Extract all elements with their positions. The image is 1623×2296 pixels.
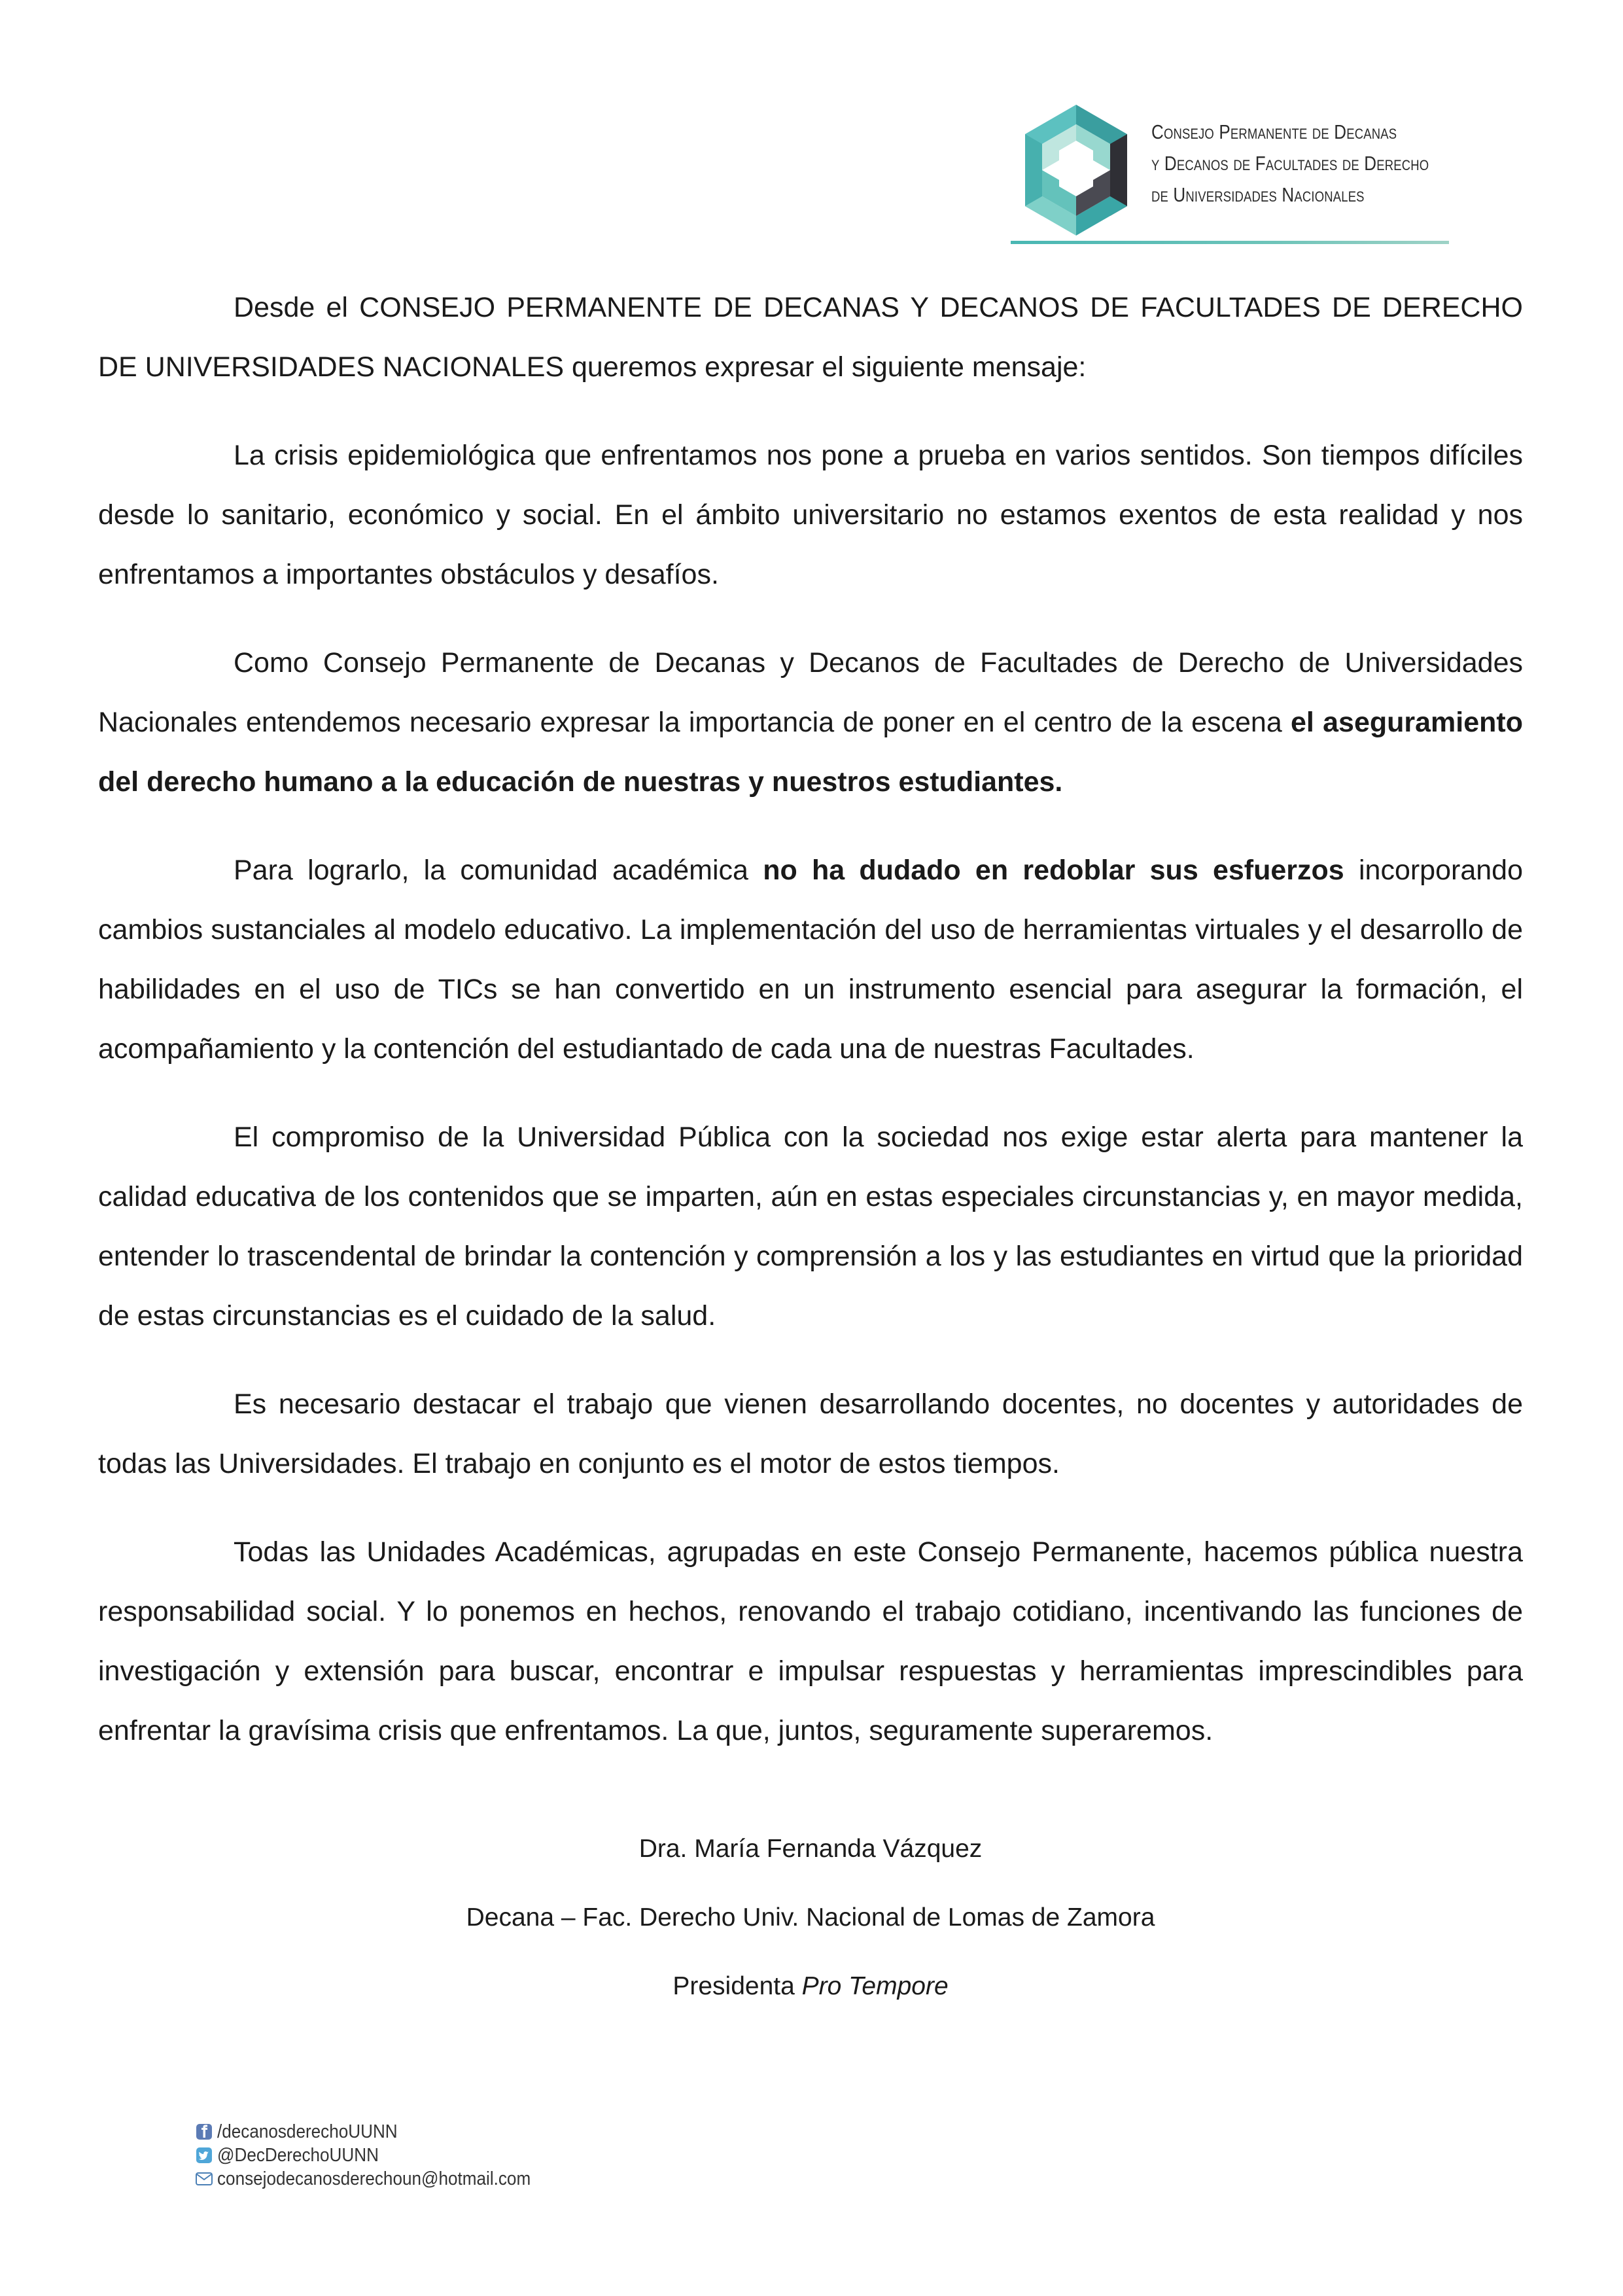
paragraph-closing — [98, 1523, 1523, 1761]
paragraph-crisis-text: La crisis epidemiológica que enfrentamos nos pone a prueba en varios sentidos. Son tiempos difíciles desde lo sanitario, económico y social. En el ámbito universitario no estamos exentos de esta realidad y nos enfrentamos a importantes obstáculos y desafíos. — [98, 440, 1523, 590]
paragraph-crisis — [98, 426, 1523, 605]
signatory-role: Decana – Fac. Derecho Univ. Nacional de Lomas de Zamora — [466, 1903, 1155, 1932]
facebook-icon — [195, 2123, 213, 2141]
paragraph-intro — [98, 278, 1523, 397]
paragraph-efforts — [98, 841, 1523, 1079]
signature-block — [98, 1832, 1523, 2038]
paragraph-closing-text: Todas las Unidades Académicas, agrupadas en este Consejo Permanente, hacemos pública nuestra responsabilidad social. Y lo ponemos en hechos, renovando el trabajo cotidiano, incentivando las funciones de investigación y extensión para buscar, encontrar e impulsar respuestas y herramientas imprescindibles para enfrentar la gravísima crisis que enfrentamos. La que, juntos, seguramente superaremos. — [98, 1536, 1523, 1746]
email-contact[interactable] — [195, 2167, 565, 2191]
org-name-line-1: Consejo Permanente de Decanas — [1151, 120, 1397, 143]
paragraph-right-to-education — [98, 633, 1523, 812]
twitter-contact[interactable] — [195, 2144, 565, 2167]
org-name-line-3: de Universidades Nacionales — [1151, 183, 1365, 206]
letterhead — [1011, 98, 1456, 249]
facebook-handle: /decanosderechoUUNN — [217, 2121, 398, 2142]
paragraph-right-text: Como Consejo Permanente de Decanas y Decanos de Facultades de Derecho de Universidades Nacionales entendemos necesario expresar la importancia de poner en el centro de la escena — [98, 647, 1523, 738]
paragraph-efforts-emphasis: no ha dudado en redoblar sus esfuerzos — [763, 855, 1344, 886]
paragraph-commitment — [98, 1108, 1523, 1346]
signatory-name: Dra. María Fernanda Vázquez — [638, 1835, 983, 1863]
signatory-title-prefix: Presidenta — [672, 1972, 802, 2000]
paragraph-recognition-text: Es necesario destacar el trabajo que vienen desarrollando docentes, no docentes y autoridades de todas las Universidades. El trabajo en conjunto es el motor de estos tiempos. — [98, 1388, 1523, 1479]
signatory-title — [98, 1969, 1523, 2004]
paragraph-right-emphasis: el aseguramiento del derecho humano a la educación de nuestras y nuestros estudiantes. — [98, 707, 1524, 798]
email-icon — [195, 2170, 213, 2188]
paragraph-commitment-text: El compromiso de la Universidad Pública con la sociedad nos exige estar alerta para mantener la calidad educativa de los contenidos que se imparten, aún en estas especiales circunstancias y, en mayor medida, entender lo trascendental de brindar la contención y comprensión a los y las estudiantes en virtud que la prioridad de estas circunstancias es el cuidado de la salud. — [98, 1122, 1523, 1332]
paragraph-intro-text: Desde el CONSEJO PERMANENTE DE DECANAS Y DECANOS DE FACULTADES DE DERECHO DE UNIVERSIDADES NACIONALES queremos expresar el siguiente mensaje: — [98, 292, 1523, 383]
paragraph-recognition — [98, 1375, 1523, 1494]
council-logo-icon — [1011, 98, 1142, 242]
letterhead-rule — [1011, 241, 1449, 244]
facebook-contact[interactable] — [195, 2120, 565, 2144]
paragraph-efforts-text-end: incorporando cambios sustanciales al modelo educativo. La implementación del uso de herramientas virtuales y el desarrollo de habilidades en el uso de TICs se han convertido en un instrumento esencial para asegurar la formación, el acompañamiento y la contención del estudiantado de cada una de nuestras Facultades. — [98, 855, 1523, 1065]
paragraph-efforts-text-start: Para lograrlo, la comunidad académica — [234, 855, 763, 886]
signatory-title-italic: Pro Tempore — [801, 1972, 949, 2000]
organization-name — [1151, 116, 1429, 211]
org-name-line-2: y Decanos de Facultades de Derecho — [1151, 152, 1429, 175]
contact-footer — [195, 2120, 565, 2191]
twitter-handle: @DecDerechoUUNN — [217, 2145, 379, 2166]
email-address: consejodecanosderechoun@hotmail.com — [217, 2168, 531, 2189]
twitter-icon — [195, 2146, 213, 2164]
letter-body — [98, 278, 1523, 1790]
